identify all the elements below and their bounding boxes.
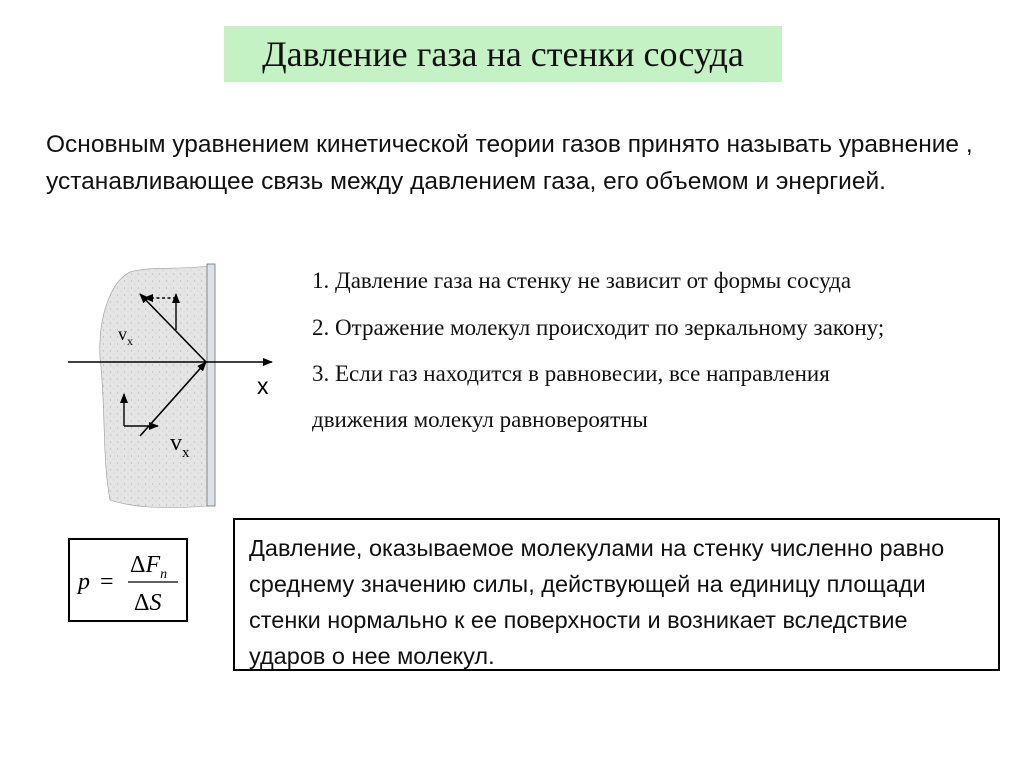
list-item-3: 3. Если газ находится в равновесии, все направления [312,361,830,386]
slide-title [224,26,782,82]
x-axis-label: x [257,373,269,399]
vessel-wall [207,264,215,506]
list-item-1: 1. Давление газа на стенку не зависит от формы сосуда [312,268,852,293]
velocity-label-bottom: $v_x$ [170,430,190,461]
pressure-formula [68,538,188,622]
formula-equals: = [100,569,114,595]
velocity-label-top: $v_x$ [118,324,133,348]
list-item-2: 2. Отражение молекул происходит по зеркальному закону; [312,315,885,340]
formula-denominator: ΔS [134,590,162,616]
gas-region [100,266,208,508]
wall-reflection-diagram [60,258,300,508]
slide-title-text: Давление газа на стенки сосуда [262,34,744,74]
formula-lhs: p [78,569,90,595]
intro-paragraph: Основным уравнением кинетической теории газов принято называть уравнение , устанавливающее связь между давлением газа, его объемом и энергией. [46,131,973,195]
pressure-definition-text: Давление, оказываемое молекулами на стенку численно равно среднему значению силы, действующей на единицу площади стенки нормально к ее поверхности и возникает вследствие ударов о нее молекул. [249,535,945,669]
pressure-definition-box [233,518,1000,671]
formula-numerator: $\Delta F_n$ [130,552,168,582]
list-item-3-continued: движения молекул равновероятны [312,407,648,432]
